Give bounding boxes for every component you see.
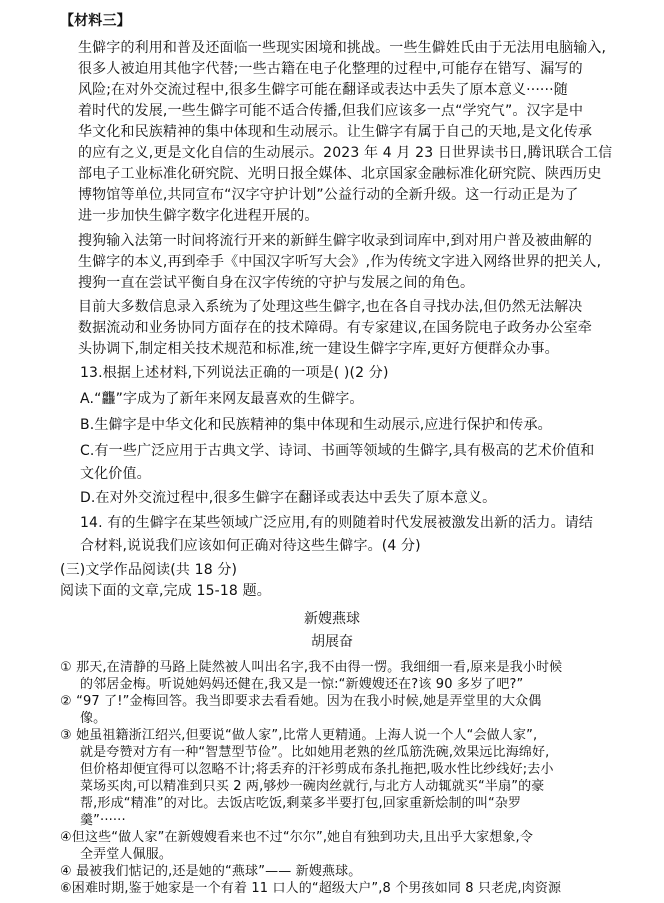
article-line: ⑥困难时期,鉴于她家是一个有着 11 口人的“超级大户”,8 个男孩如同 8 只老虎,肉资源 xyxy=(60,881,562,896)
article-line: ② “97 了!”金梅回答。我当即要求去看看她。因为在我小时候,她是弄堂里的大众偶 xyxy=(60,694,542,709)
article-line: 菜场买肉,可以精准到只买 2 两,够炒一碗肉丝就行,与北方人动辄就买“半扇”的豪 xyxy=(80,779,545,794)
material3-line: 进一步加快生僻字数字化进程开展的。 xyxy=(78,208,319,224)
material3-line: 部电子工业标准化研究院、光明日报全媒体、北京国家金融标准化研究院、陕西历史 xyxy=(78,166,602,182)
article-line: 全弄堂人佩服。 xyxy=(80,847,173,862)
question-13-option-c: C.有一些广泛应用于古典文学、诗词、书画等领域的生僻字,具有极高的艺术价值和 xyxy=(80,443,595,459)
article-line: 像。 xyxy=(80,711,107,726)
question-13-stem: 13.根据上述材料,下列说法正确的一项是( )(2 分) xyxy=(80,365,389,381)
material3-line: 生僻字的本义,再到牵手《中国汉字听写大会》,作为传统文字进入网络世界的把关人, xyxy=(78,254,602,270)
article-title: 新嫂燕球 xyxy=(304,611,360,627)
article-line: 的邻居金梅。听说她妈妈还健在,我又是一惊:“新嫂嫂还在?该 90 多岁了吧?” xyxy=(80,677,524,692)
article-line: ① 那天,在清静的马路上陡然被人叫出名字,我不由得一愣。我细细一看,原来是我小时候 xyxy=(60,660,563,675)
article-line: ④ 最被我们惦记的,还是她的“燕球”—— 新嫂燕球。 xyxy=(60,864,362,879)
article-line: 就是夸赞对方有一种“智慧型节俭”。比如她用老熟的丝瓜筋洗碗,效果远比海绵好, xyxy=(80,745,550,760)
question-14-line: 14. 有的生僻字在某些领域广泛应用,有的则随着时代发展被激发出新的活力。请结 xyxy=(80,515,594,531)
question-13-option-d: D.在对外交流过程中,很多生僻字在翻译或表达中丢失了原本意义。 xyxy=(80,490,497,506)
article-line: ④但这些“做人家”在新嫂嫂看来也不过“尔尔”,她自有独到功夫,且出乎大家想象,令 xyxy=(60,830,533,845)
question-13-option-b: B.生僻字是中华文化和民族精神的集中体现和生动展示,应进行保护和传承。 xyxy=(80,417,552,433)
material3-line: 数据流动和业务协同方面存在的技术障碍。有专家建议,在国务院电子政务办公室牵 xyxy=(78,320,592,336)
article-line: 但价格却便宜得可以忽略不计;将丢弃的汗衫剪成布条扎拖把,吸水性比纱线好;去小 xyxy=(80,762,554,777)
material3-line: 的应有之义,更是文化自信的生动展示。2023 年 4 月 23 日世界读书日,腾讯联合工信 xyxy=(78,145,613,161)
material3-line: 头协调下,制定相关技术规范和标准,统一建设生僻字字库,更好方便群众办事。 xyxy=(78,341,559,357)
question-13-option-a: A.“龘”字成为了新年来网友最喜欢的生僻字。 xyxy=(80,391,364,407)
article-author: 胡展奋 xyxy=(311,634,353,650)
section-3-instruction: 阅读下面的文章,完成 15-18 题。 xyxy=(60,583,271,599)
article-line: 羹”······ xyxy=(80,813,126,828)
material3-line: 华文化和民族精神的集中体现和生动展示。让生僻字有属于自己的天地,是文化传承 xyxy=(78,124,592,140)
material3-line: 生僻字的利用和普及还面临一些现实困境和挑战。一些生僻姓氏由于无法用电脑输入, xyxy=(78,40,607,56)
article-line: ③ 她虽祖籍浙江绍兴,但要说“做人家”,比常人更精通。上海人说一个人“会做人家”, xyxy=(60,728,538,743)
material3-heading: 【材料三】 xyxy=(60,13,131,29)
material3-line: 博物馆等单位,共同宣布“汉字守护计划”公益行动的全新升级。这一行动正是为了 xyxy=(78,187,579,203)
question-14-line: 合材料,说说我们应该如何正确对待这些生僻字。(4 分) xyxy=(80,538,421,554)
material3-line: 目前大多数信息录入系统为了处理这些生僻字,也在各自寻找办法,但仍然无法解决 xyxy=(78,299,583,315)
article-line: 帮,形成“精准”的对比。去饭店吃饭,剩菜多半要打包,回家重新烩制的叫“杂罗 xyxy=(80,796,522,811)
material3-line: 搜狗一直在尝试平衡自身在汉字传统的守护与发展之间的角色。 xyxy=(78,275,475,291)
question-13-option-c-cont: 文化价值。 xyxy=(80,466,151,482)
material3-line: 风险;在对外交流过程中,很多生僻字可能在翻译或表达中丢失了原本意义······随 xyxy=(78,82,568,98)
section-3-heading: (三)文学作品阅读(共 18 分) xyxy=(60,562,238,578)
material3-line: 搜狗输入法第一时间将流行开来的新鲜生僻字收录到词库中,到对用户普及被曲解的 xyxy=(78,233,592,249)
material3-line: 着时代的发展,一些生僻字可能不适合传播,但我们应该多一点“学究气”。汉字是中 xyxy=(78,103,584,119)
material3-line: 很多人被迫用其他字代替;一些古籍在电子化整理的过程中,可能存在错写、漏写的 xyxy=(78,61,583,77)
